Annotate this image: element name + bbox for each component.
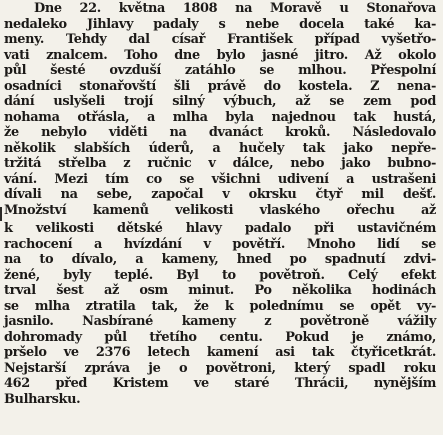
text-line: rachocení a hvízdání v povětří. Mnoho lidí se [4,236,436,252]
article-column [4,1,436,407]
text-line: 462 před Kristem ve staré Thrácii, nynějším [4,376,436,391]
text-line: Množství kamenů velikosti vlaského ořechu až [4,202,436,218]
paragraph-1 [4,1,436,218]
text-line: Nejstarší zpráva je o povětroni, který spadl roku [4,360,436,376]
text-line: osadníci stonařovští šli právě do kostela. Z nena- [4,78,436,94]
text-line: k velikosti dětské hlavy padalo při ustavičném [4,221,436,236]
text-line: vání. Mezi tím co se všichni udivení a ustrašeni [4,171,436,187]
text-line: dohromady půl třetího centu. Pokud je známo, [4,329,436,345]
text-line: trval šest až osm minut. Po několika hodinách [4,283,436,298]
text-line: Bulharsku. [4,391,81,407]
text-line: několik slabších úderů, a hučely tak jako nepře- [4,140,436,156]
text-line: meny. Tehdy dal císař František případ vyšetřo- [4,32,436,47]
text-line: nohama otřásla, a mlha byla najednou tak hustá, [4,109,436,125]
text-line: dívali na sebe, započal v okrsku čtyř mil dešť. [4,187,436,202]
text-line: jasnilo. Nasbírané kameny z povětroně vážily [4,314,436,329]
text-line: že nebylo viděti na dvanáct kroků. Následovalo [4,125,436,140]
text-line: se mlha ztratila tak, že k polednímu se opět vy- [4,298,436,314]
text-line: vati znalcem. Toho dne bylo jasné jitro. Až okolo [4,47,436,63]
text-line: na to dívalo, a kameny, hned po spadnutí zdvi- [4,252,436,267]
text-line: žené, byly teplé. Byl to povětroň. Celý efekt [4,267,436,283]
text-line: nedaleko Jihlavy padaly s nebe docela také ka- [4,16,436,32]
column-margin-mark [0,207,2,221]
text-line: dání uslyšeli trojí silný výbuch, až se zem pod [4,94,436,109]
text-line: pršelo ve 2376 letech kamení asi tak čtyřicetkrát. [4,345,436,360]
text-line: Dne 22. května 1808 na Moravě u Stonařova [34,1,436,16]
text-line: tržitá střelba z ručnic v dálce, nebo jako bubno- [4,156,436,171]
text-line: půl šesté ovzduší zatáhlo se mlhou. Přespolní [4,63,436,78]
paragraph-2 [4,221,436,407]
